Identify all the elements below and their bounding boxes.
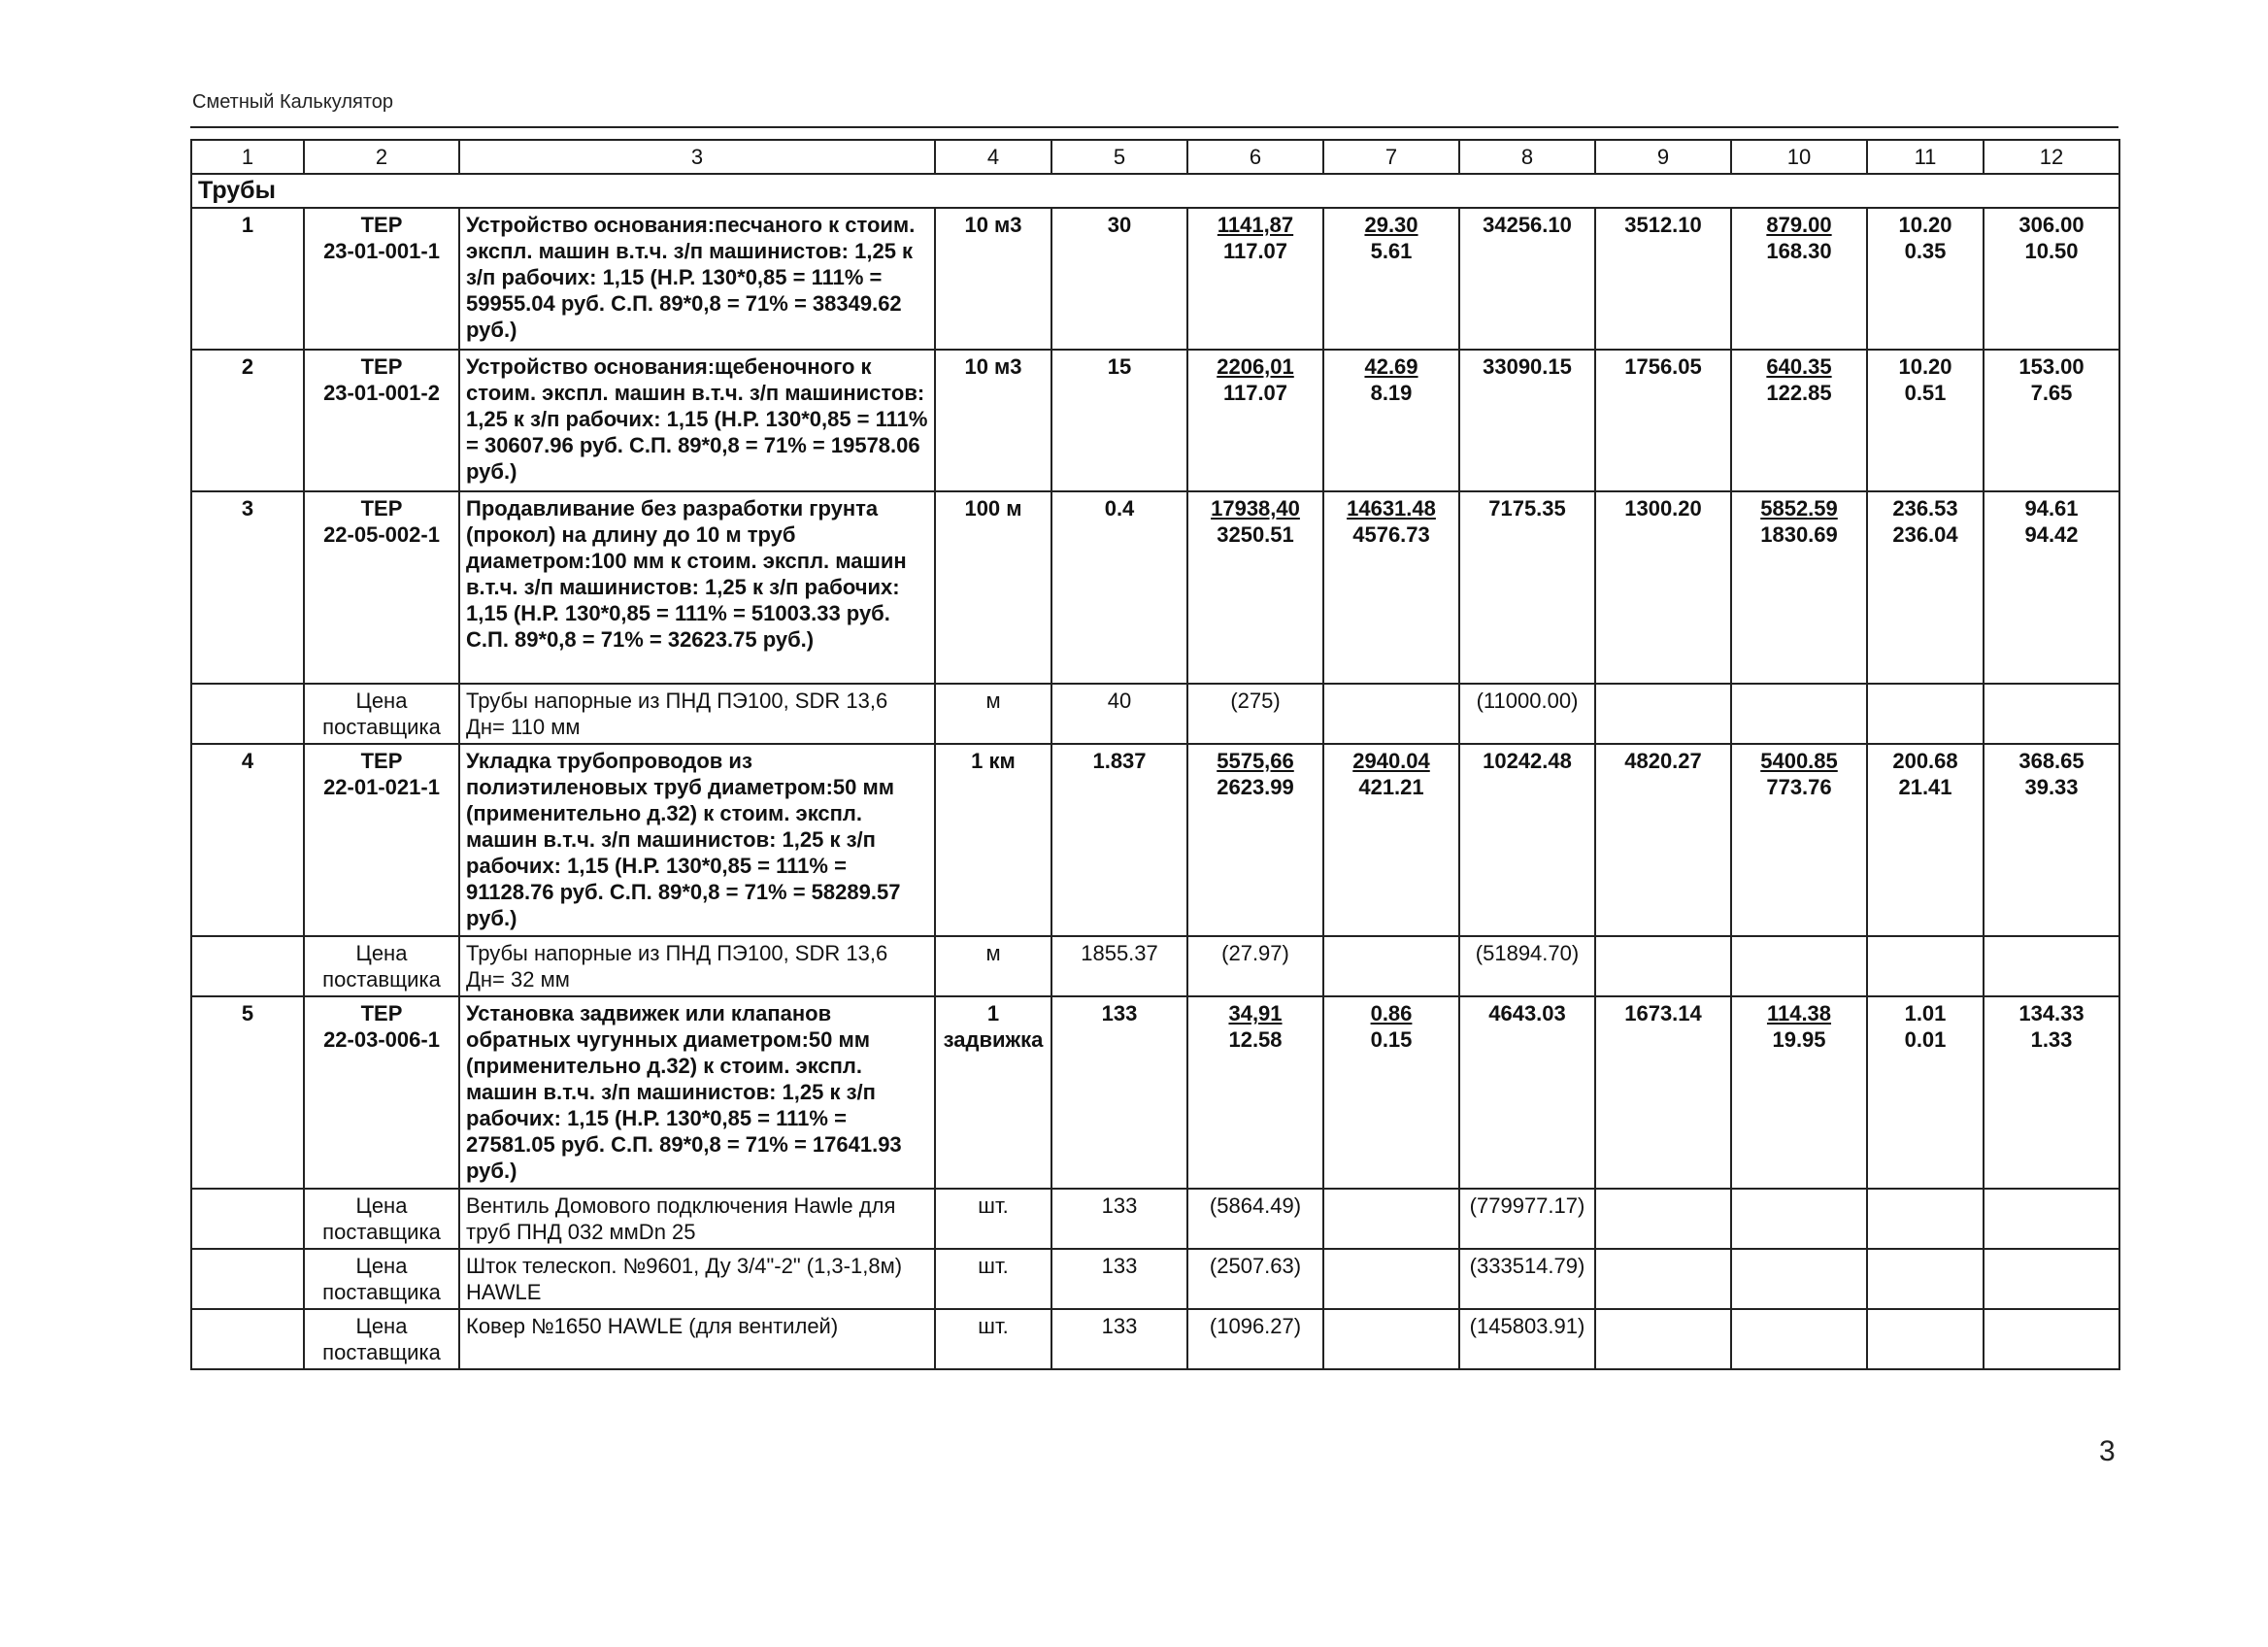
col7-values <box>1323 744 1459 936</box>
col12-values <box>1984 208 2119 350</box>
supplier-label-line1: Цена <box>355 1193 408 1218</box>
rate-code <box>304 744 459 936</box>
supplier-label-line1: Цена <box>355 941 408 965</box>
supplier-total: (51894.70) <box>1459 936 1595 996</box>
table-row <box>191 208 2119 350</box>
col12-top: 306.00 <box>2018 213 2085 237</box>
col12-top: 153.00 <box>2018 354 2085 379</box>
supplier-price-label <box>304 1189 459 1249</box>
empty-cell <box>191 936 304 996</box>
col11-top: 10.20 <box>1898 213 1952 237</box>
empty-cell <box>191 1189 304 1249</box>
col11-values <box>1867 744 1984 936</box>
col9-value: 1673.14 <box>1595 996 1731 1189</box>
col7-values <box>1323 350 1459 491</box>
empty-cell <box>1867 684 1984 744</box>
col8-value: 10242.48 <box>1459 744 1595 936</box>
work-description: Укладка трубопроводов из полиэтиленовых труб диаметром:50 мм (применительно д.32) к стоим. экспл. машин в.т.ч. з/п машинистов: 1,25 к з/п рабочих: 1,15 (Н.Р. 130*0,85 = 111% = 91128.76 руб. С.П. 89*0,8 = 71% = 58289.57 руб.) <box>459 744 935 936</box>
col9-value: 1756.05 <box>1595 350 1731 491</box>
table-row <box>191 996 2119 1189</box>
column-number: 9 <box>1595 140 1731 174</box>
empty-cell <box>1867 1189 1984 1249</box>
rate-code-number: 23-01-001-1 <box>323 239 440 263</box>
col11-top: 200.68 <box>1892 749 1958 773</box>
row-number: 4 <box>191 744 304 936</box>
empty-cell <box>1323 1249 1459 1309</box>
col11-bottom: 21.41 <box>1898 775 1952 799</box>
col11-values <box>1867 491 1984 684</box>
supplier-total: (145803.91) <box>1459 1309 1595 1369</box>
col9-value: 3512.10 <box>1595 208 1731 350</box>
col11-values <box>1867 996 1984 1189</box>
col7-bottom: 5.61 <box>1370 239 1413 263</box>
col8-value: 33090.15 <box>1459 350 1595 491</box>
column-number: 11 <box>1867 140 1984 174</box>
rate-code <box>304 208 459 350</box>
col6-top: 5575,66 <box>1217 749 1294 773</box>
quantity: 0.4 <box>1051 491 1187 684</box>
material-description: Трубы напорные из ПНД ПЭ100, SDR 13,6 Дн= 32 мм <box>459 936 935 996</box>
empty-cell <box>1984 1189 2119 1249</box>
supplier-price: (275) <box>1187 684 1323 744</box>
supplier-price: (27.97) <box>1187 936 1323 996</box>
section-title: Трубы <box>191 174 2119 208</box>
col8-value: 34256.10 <box>1459 208 1595 350</box>
rate-code-prefix: ТЕР <box>360 1001 403 1025</box>
empty-cell <box>1984 684 2119 744</box>
col6-values <box>1187 208 1323 350</box>
quantity: 1.837 <box>1051 744 1187 936</box>
col10-top: 5852.59 <box>1760 496 1838 521</box>
col10-top: 5400.85 <box>1760 749 1838 773</box>
empty-cell <box>1984 1309 2119 1369</box>
empty-cell <box>191 684 304 744</box>
col10-top: 640.35 <box>1766 354 1832 379</box>
column-number: 6 <box>1187 140 1323 174</box>
column-number: 1 <box>191 140 304 174</box>
work-description: Устройство основания:песчаного к стоим. экспл. машин в.т.ч. з/п машинистов: 1,25 к з/п рабочих: 1,15 (Н.Р. 130*0,85 = 111% = 59955.04 руб. С.П. 89*0,8 = 71% = 38349.62 руб.) <box>459 208 935 350</box>
column-number: 5 <box>1051 140 1187 174</box>
col7-bottom: 0.15 <box>1370 1027 1413 1052</box>
material-description: Шток телескоп. №9601, Ду 3/4"-2" (1,3-1,8м) HAWLE <box>459 1249 935 1309</box>
page-number: 3 <box>2099 1435 2116 1467</box>
supplier-row <box>191 1309 2119 1369</box>
col10-top: 879.00 <box>1766 213 1832 237</box>
empty-cell <box>1867 1249 1984 1309</box>
col12-values <box>1984 744 2119 936</box>
supplier-price: (2507.63) <box>1187 1249 1323 1309</box>
col7-bottom: 8.19 <box>1370 381 1413 405</box>
col11-top: 236.53 <box>1892 496 1958 521</box>
col6-bottom: 117.07 <box>1222 381 1288 405</box>
supplier-price-label <box>304 936 459 996</box>
col11-values <box>1867 350 1984 491</box>
rate-code-number: 22-01-021-1 <box>323 775 440 799</box>
supplier-row <box>191 936 2119 996</box>
col7-values <box>1323 491 1459 684</box>
col10-bottom: 1830.69 <box>1760 522 1838 547</box>
col6-bottom: 2623.99 <box>1217 775 1294 799</box>
col10-values <box>1731 491 1867 684</box>
row-number: 1 <box>191 208 304 350</box>
empty-cell <box>1323 684 1459 744</box>
supplier-label-line2: поставщика <box>322 715 441 739</box>
col12-top: 94.61 <box>2024 496 2079 521</box>
col6-bottom: 117.07 <box>1222 239 1288 263</box>
quantity: 40 <box>1051 684 1187 744</box>
col12-bottom: 7.65 <box>2030 381 2073 405</box>
unit: м <box>935 684 1051 744</box>
header-divider <box>190 126 2118 128</box>
supplier-label-line2: поставщика <box>322 1340 441 1364</box>
col11-bottom: 236.04 <box>1892 522 1958 547</box>
col6-top: 34,91 <box>1228 1001 1283 1025</box>
col7-values <box>1323 996 1459 1189</box>
material-description: Трубы напорные из ПНД ПЭ100, SDR 13,6 Дн= 110 мм <box>459 684 935 744</box>
empty-cell <box>1731 1189 1867 1249</box>
quantity: 1855.37 <box>1051 936 1187 996</box>
col6-bottom: 12.58 <box>1228 1027 1283 1052</box>
col10-values <box>1731 350 1867 491</box>
rate-code <box>304 350 459 491</box>
col6-values <box>1187 996 1323 1189</box>
col12-top: 368.65 <box>2018 749 2085 773</box>
col7-values <box>1323 208 1459 350</box>
col6-values <box>1187 744 1323 936</box>
col6-values <box>1187 350 1323 491</box>
col12-top: 134.33 <box>2018 1001 2085 1025</box>
table-row <box>191 491 2119 684</box>
supplier-label-line1: Цена <box>355 1254 408 1278</box>
empty-cell <box>1595 1249 1731 1309</box>
col6-top: 1141,87 <box>1217 213 1294 237</box>
col12-bottom: 10.50 <box>2024 239 2079 263</box>
unit: шт. <box>935 1309 1051 1369</box>
document-header-title: Сметный Калькулятор <box>192 91 394 113</box>
col11-bottom: 0.01 <box>1904 1027 1947 1052</box>
col9-value: 4820.27 <box>1595 744 1731 936</box>
rate-code-prefix: ТЕР <box>360 749 403 773</box>
empty-cell <box>1595 1189 1731 1249</box>
rate-code-prefix: ТЕР <box>360 496 403 521</box>
supplier-total: (779977.17) <box>1459 1189 1595 1249</box>
supplier-label-line2: поставщика <box>322 967 441 992</box>
empty-cell <box>191 1309 304 1369</box>
supplier-price-label <box>304 684 459 744</box>
empty-cell <box>1984 1249 2119 1309</box>
quantity: 133 <box>1051 1189 1187 1249</box>
rate-code-number: 22-03-006-1 <box>323 1027 440 1052</box>
col12-bottom: 1.33 <box>2030 1027 2073 1052</box>
empty-cell <box>1323 936 1459 996</box>
unit: 10 м3 <box>935 208 1051 350</box>
unit: шт. <box>935 1189 1051 1249</box>
column-number: 2 <box>304 140 459 174</box>
supplier-row <box>191 1189 2119 1249</box>
unit: 1 задвижка <box>935 996 1051 1189</box>
work-description: Установка задвижек или клапанов обратных чугунных диаметром:50 мм (применительно д.32) к стоим. экспл. машин в.т.ч. з/п машинистов: 1,25 к з/п рабочих: 1,15 (Н.Р. 130*0,85 = 111% = 27581.05 руб. С.П. 89*0,8 = 71% = 17641.93 руб.) <box>459 996 935 1189</box>
supplier-row <box>191 684 2119 744</box>
supplier-price-label <box>304 1309 459 1369</box>
supplier-price-label <box>304 1249 459 1309</box>
col12-bottom: 94.42 <box>2024 522 2079 547</box>
col10-values <box>1731 208 1867 350</box>
col12-bottom: 39.33 <box>2024 775 2079 799</box>
col7-top: 42.69 <box>1364 354 1418 379</box>
rate-code-prefix: ТЕР <box>360 213 403 237</box>
column-number: 3 <box>459 140 935 174</box>
col10-bottom: 122.85 <box>1766 381 1832 405</box>
col7-bottom: 4576.73 <box>1352 522 1430 547</box>
col12-values <box>1984 350 2119 491</box>
col6-top: 17938,40 <box>1211 496 1300 521</box>
supplier-row <box>191 1249 2119 1309</box>
col10-values <box>1731 744 1867 936</box>
empty-cell <box>1323 1309 1459 1369</box>
column-number: 12 <box>1984 140 2119 174</box>
quantity: 30 <box>1051 208 1187 350</box>
rate-code-prefix: ТЕР <box>360 354 403 379</box>
col7-top: 0.86 <box>1370 1001 1413 1025</box>
rate-code <box>304 491 459 684</box>
empty-cell <box>1984 936 2119 996</box>
rate-code-number: 23-01-001-2 <box>323 381 440 405</box>
column-number: 4 <box>935 140 1051 174</box>
supplier-price: (5864.49) <box>1187 1189 1323 1249</box>
col10-values <box>1731 996 1867 1189</box>
col11-bottom: 0.35 <box>1904 239 1947 263</box>
empty-cell <box>1731 1249 1867 1309</box>
col12-values <box>1984 996 2119 1189</box>
estimate-table <box>190 139 2120 1370</box>
row-number: 5 <box>191 996 304 1189</box>
col7-top: 2940.04 <box>1352 749 1430 773</box>
unit: м <box>935 936 1051 996</box>
unit: 10 м3 <box>935 350 1051 491</box>
material-description: Вентиль Домового подключения Hawle для труб ПНД 032 ммDn 25 <box>459 1189 935 1249</box>
empty-cell <box>1731 684 1867 744</box>
quantity: 133 <box>1051 996 1187 1189</box>
col12-values <box>1984 491 2119 684</box>
col6-bottom: 3250.51 <box>1217 522 1294 547</box>
empty-cell <box>1867 936 1984 996</box>
rate-code-number: 22-05-002-1 <box>323 522 440 547</box>
row-number: 2 <box>191 350 304 491</box>
rate-code <box>304 996 459 1189</box>
empty-cell <box>1595 1309 1731 1369</box>
col11-values <box>1867 208 1984 350</box>
row-number: 3 <box>191 491 304 684</box>
work-description: Устройство основания:щебеночного к стоим. экспл. машин в.т.ч. з/п машинистов: 1,25 к з/п рабочих: 1,15 (Н.Р. 130*0,85 = 111% = 30607.96 руб. С.П. 89*0,8 = 71% = 19578.06 руб.) <box>459 350 935 491</box>
col11-bottom: 0.51 <box>1904 381 1947 405</box>
supplier-label-line2: поставщика <box>322 1280 441 1304</box>
table-row <box>191 350 2119 491</box>
col11-top: 10.20 <box>1898 354 1952 379</box>
col10-top: 114.38 <box>1766 1001 1832 1025</box>
material-description: Ковер №1650 HAWLE (для вентилей) <box>459 1309 935 1369</box>
col8-value: 4643.03 <box>1459 996 1595 1189</box>
col7-top: 29.30 <box>1364 213 1418 237</box>
col9-value: 1300.20 <box>1595 491 1731 684</box>
empty-cell <box>1595 936 1731 996</box>
col10-bottom: 19.95 <box>1772 1027 1826 1052</box>
unit: шт. <box>935 1249 1051 1309</box>
col10-bottom: 168.30 <box>1766 239 1832 263</box>
quantity: 133 <box>1051 1309 1187 1369</box>
quantity: 133 <box>1051 1249 1187 1309</box>
empty-cell <box>1867 1309 1984 1369</box>
unit: 100 м <box>935 491 1051 684</box>
col6-values <box>1187 491 1323 684</box>
table-row <box>191 744 2119 936</box>
unit: 1 км <box>935 744 1051 936</box>
column-number: 7 <box>1323 140 1459 174</box>
supplier-label-line1: Цена <box>355 1314 408 1338</box>
supplier-total: (11000.00) <box>1459 684 1595 744</box>
empty-cell <box>1323 1189 1459 1249</box>
quantity: 15 <box>1051 350 1187 491</box>
column-number-row <box>191 140 2119 174</box>
col11-top: 1.01 <box>1904 1001 1947 1025</box>
column-number: 10 <box>1731 140 1867 174</box>
col10-bottom: 773.76 <box>1766 775 1832 799</box>
supplier-price: (1096.27) <box>1187 1309 1323 1369</box>
section-row <box>191 174 2119 208</box>
col8-value: 7175.35 <box>1459 491 1595 684</box>
empty-cell <box>191 1249 304 1309</box>
empty-cell <box>1731 936 1867 996</box>
supplier-label-line2: поставщика <box>322 1220 441 1244</box>
empty-cell <box>1731 1309 1867 1369</box>
work-description: Продавливание без разработки грунта (прокол) на длину до 10 м труб диаметром:100 мм к стоим. экспл. машин в.т.ч. з/п машинистов: 1,25 к з/п рабочих: 1,15 (Н.Р. 130*0,85 = 111% = 51003.33 руб. С.П. 89*0,8 = 71% = 32623.75 руб.) <box>459 491 935 684</box>
empty-cell <box>1595 684 1731 744</box>
col7-bottom: 421.21 <box>1358 775 1424 799</box>
column-number: 8 <box>1459 140 1595 174</box>
supplier-label-line1: Цена <box>355 689 408 713</box>
supplier-total: (333514.79) <box>1459 1249 1595 1309</box>
col6-top: 2206,01 <box>1217 354 1294 379</box>
col7-top: 14631.48 <box>1347 496 1436 521</box>
